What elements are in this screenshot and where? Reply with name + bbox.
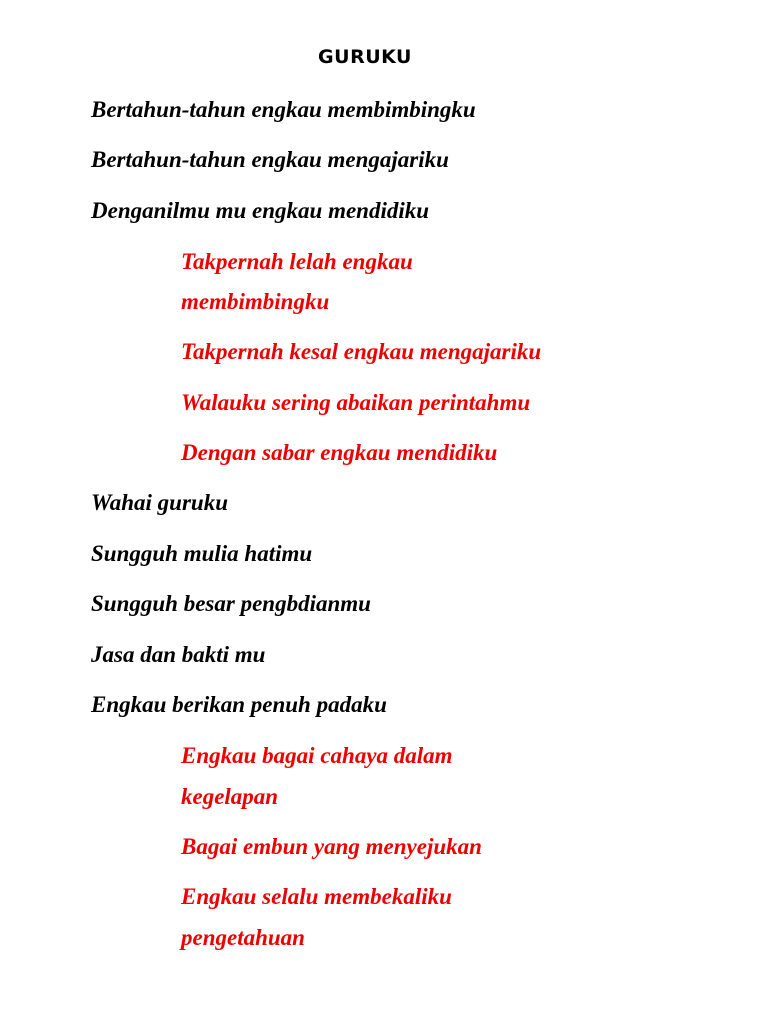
poem-line: Sungguh mulia hatimu	[91, 541, 313, 566]
poem-line: Wahai guruku	[91, 490, 229, 515]
poem-line: Bertahun-tahun engkau membimbingku	[91, 97, 476, 122]
poem-line: Bertahun-tahun engkau mengajariku	[91, 147, 449, 172]
poem-line-indented: Bagai embun yang menyejukan	[181, 834, 482, 859]
poem-line-indented: kegelapan	[181, 784, 279, 809]
poem-line: Engkau berikan penuh padaku	[91, 692, 387, 717]
poem-line-indented: pengetahuan	[181, 925, 305, 950]
poem-line-indented: Walauku sering abaikan perintahmu	[181, 390, 531, 415]
poem-line-indented: Engkau bagai cahaya dalam	[181, 743, 453, 768]
poem-line: Jasa dan bakti mu	[91, 642, 266, 667]
poem-line: Denganilmu mu engkau mendidiku	[91, 198, 430, 223]
poem-line-indented: Takpernah kesal engkau mengajariku	[181, 339, 542, 364]
poem-line: Sungguh besar pengbdianmu	[91, 591, 371, 616]
poem-title: GURUKU	[318, 46, 412, 68]
poem-line-indented: membimbingku	[181, 289, 330, 314]
poem-line-indented: Takpernah lelah engkau	[181, 249, 413, 274]
poem-line-indented: Engkau selalu membekaliku	[181, 884, 452, 909]
poem-line-indented: Dengan sabar engkau mendidiku	[181, 440, 498, 465]
